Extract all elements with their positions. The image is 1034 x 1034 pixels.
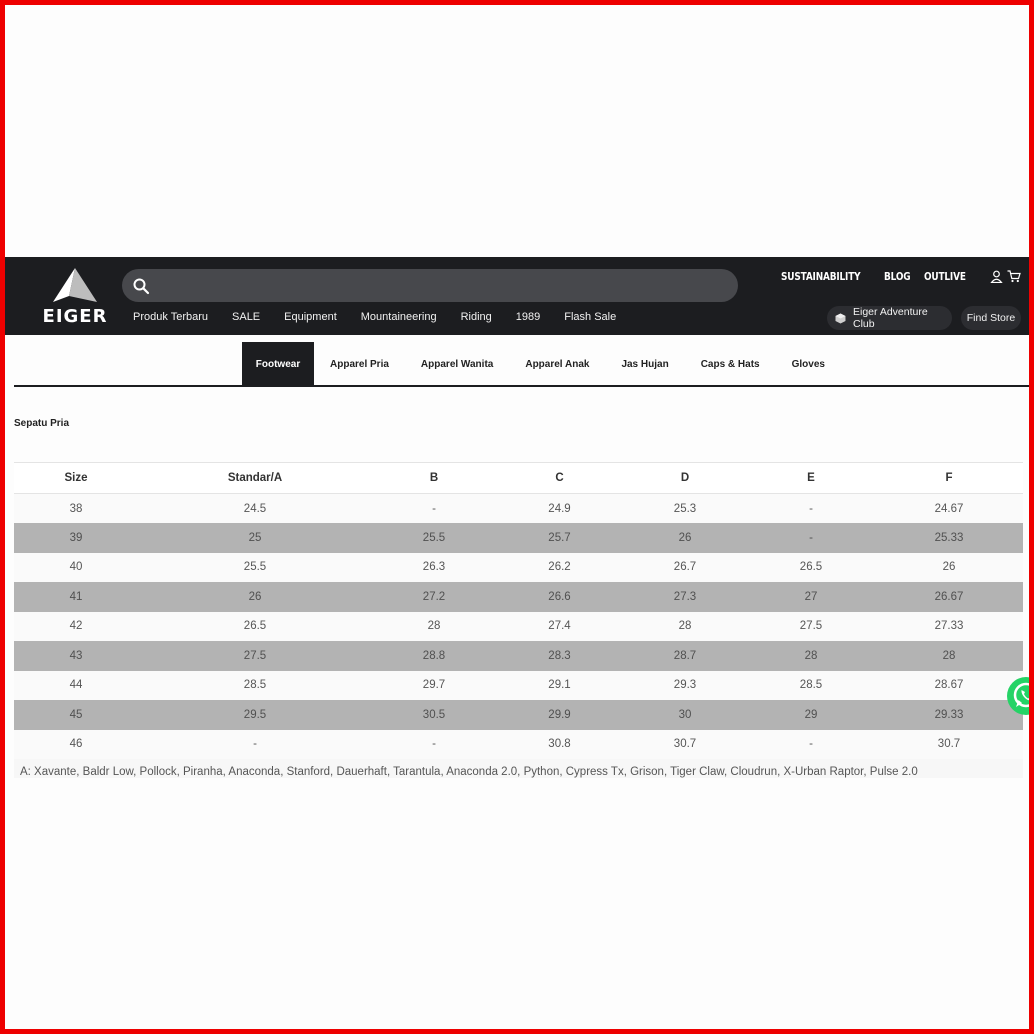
table-cell: 30.7 bbox=[875, 730, 1023, 760]
table-cell: 28 bbox=[623, 612, 747, 642]
tab-gloves[interactable]: Gloves bbox=[791, 358, 825, 370]
tab-apparel-pria[interactable]: Apparel Pria bbox=[330, 358, 389, 370]
adventure-club-button[interactable] bbox=[827, 306, 952, 330]
column-header: C bbox=[496, 463, 623, 494]
table-row bbox=[14, 700, 1023, 730]
tab-apparel-anak[interactable]: Apparel Anak bbox=[525, 358, 590, 370]
size-table bbox=[14, 462, 1023, 759]
search-icon[interactable] bbox=[132, 277, 150, 295]
table-header-row bbox=[14, 463, 1023, 494]
table-row bbox=[14, 553, 1023, 583]
table-cell: 26 bbox=[138, 582, 372, 612]
nav-item-produk-terbaru[interactable]: Produk Terbaru bbox=[133, 311, 209, 323]
table-cell: - bbox=[138, 730, 372, 760]
find-store-button[interactable] bbox=[961, 306, 1021, 330]
table-row bbox=[14, 730, 1023, 760]
table-cell: 27.5 bbox=[138, 641, 372, 671]
table-cell: 26 bbox=[875, 553, 1023, 583]
link-blog[interactable]: BLOG bbox=[883, 271, 911, 283]
mountain-logo-icon bbox=[29, 266, 121, 308]
table-cell: 26.3 bbox=[372, 553, 496, 583]
column-header: F bbox=[875, 463, 1023, 494]
table-cell: 44 bbox=[14, 671, 138, 701]
link-sustainability[interactable]: SUSTAINABILITY bbox=[781, 271, 861, 283]
table-cell: 28.3 bbox=[496, 641, 623, 671]
table-row bbox=[14, 523, 1023, 553]
main-nav bbox=[133, 311, 640, 323]
table-cell: 30 bbox=[623, 700, 747, 730]
whatsapp-icon[interactable] bbox=[1006, 676, 1034, 716]
eiger-logo[interactable] bbox=[29, 266, 121, 326]
table-cell: 25 bbox=[138, 523, 372, 553]
site-header bbox=[5, 257, 1029, 335]
table-cell: 29.9 bbox=[496, 700, 623, 730]
table-cell: 26.67 bbox=[875, 582, 1023, 612]
nav-item-1989[interactable]: 1989 bbox=[515, 311, 541, 323]
nav-item-sale[interactable]: SALE bbox=[232, 311, 261, 323]
find-store-label: Find Store bbox=[966, 312, 1016, 324]
table-cell: 28.5 bbox=[747, 671, 875, 701]
table-cell: 24.67 bbox=[875, 494, 1023, 524]
table-cell: 28.67 bbox=[875, 671, 1023, 701]
table-cell: 30.7 bbox=[623, 730, 747, 760]
table-cell: 29 bbox=[747, 700, 875, 730]
table-cell: 26.2 bbox=[496, 553, 623, 583]
table-row bbox=[14, 612, 1023, 642]
table-cell: 42 bbox=[14, 612, 138, 642]
user-icon[interactable] bbox=[990, 270, 1003, 283]
table-cell: 41 bbox=[14, 582, 138, 612]
table-cell: - bbox=[747, 494, 875, 524]
table-row bbox=[14, 671, 1023, 701]
table-row bbox=[14, 494, 1023, 524]
adventure-club-label: Eiger Adventure Club bbox=[852, 306, 928, 330]
table-cell: 38 bbox=[14, 494, 138, 524]
table-cell: 25.5 bbox=[138, 553, 372, 583]
table-cell: 27.5 bbox=[747, 612, 875, 642]
table-cell: - bbox=[747, 730, 875, 760]
link-outlive[interactable]: OUTLIVE bbox=[923, 271, 966, 283]
table-cell: 28 bbox=[875, 641, 1023, 671]
table-cell: 24.9 bbox=[496, 494, 623, 524]
table-cell: 24.5 bbox=[138, 494, 372, 524]
table-cell: 26.7 bbox=[623, 553, 747, 583]
table-cell: - bbox=[747, 523, 875, 553]
tabs-divider bbox=[14, 385, 1029, 387]
cube-icon bbox=[835, 313, 846, 324]
column-header: E bbox=[747, 463, 875, 494]
brand-wordmark: EIGER bbox=[42, 306, 108, 327]
table-cell: 45 bbox=[14, 700, 138, 730]
top-links bbox=[781, 271, 973, 283]
table-cell: 26.5 bbox=[747, 553, 875, 583]
table-cell: 28 bbox=[372, 612, 496, 642]
table-row bbox=[14, 641, 1023, 671]
table-cell: 25.33 bbox=[875, 523, 1023, 553]
table-cell: 28.8 bbox=[372, 641, 496, 671]
table-cell: 29.3 bbox=[623, 671, 747, 701]
table-cell: 43 bbox=[14, 641, 138, 671]
nav-item-mountaineering[interactable]: Mountaineering bbox=[360, 311, 437, 323]
table-cell: 27 bbox=[747, 582, 875, 612]
table-cell: 27.4 bbox=[496, 612, 623, 642]
table-cell: 28.7 bbox=[623, 641, 747, 671]
tab-jas-hujan[interactable]: Jas Hujan bbox=[621, 358, 669, 370]
table-cell: 27.3 bbox=[623, 582, 747, 612]
table-cell: 30.8 bbox=[496, 730, 623, 760]
table-cell: 26.5 bbox=[138, 612, 372, 642]
table-cell: 26.6 bbox=[496, 582, 623, 612]
category-tabs bbox=[242, 342, 841, 386]
cart-icon[interactable] bbox=[1007, 270, 1021, 283]
size-table-wrapper bbox=[14, 462, 1023, 759]
table-cell: - bbox=[372, 494, 496, 524]
nav-item-riding[interactable]: Riding bbox=[460, 311, 492, 323]
column-header: D bbox=[623, 463, 747, 494]
model-note: A: Xavante, Baldr Low, Pollock, Piranha, Anaconda, Stanford, Dauerhaft, Tarantula, Anaconda 2.0, Python, Cypress Tx, Grison, Tiger Claw, Cloudrun, X-Urban Raptor, Pulse 2.0 bbox=[14, 759, 1023, 778]
table-cell: 25.3 bbox=[623, 494, 747, 524]
table-cell: 30.5 bbox=[372, 700, 496, 730]
table-cell: 25.5 bbox=[372, 523, 496, 553]
section-title: Sepatu Pria bbox=[14, 418, 70, 429]
table-cell: 29.1 bbox=[496, 671, 623, 701]
tab-footwear[interactable]: Footwear bbox=[242, 342, 314, 386]
column-header: Standar/A bbox=[138, 463, 372, 494]
column-header: B bbox=[372, 463, 496, 494]
table-cell: 26 bbox=[623, 523, 747, 553]
table-cell: 25.7 bbox=[496, 523, 623, 553]
table-cell: 29.7 bbox=[372, 671, 496, 701]
search-input[interactable] bbox=[158, 275, 718, 296]
table-cell: 29.33 bbox=[875, 700, 1023, 730]
table-row bbox=[14, 582, 1023, 612]
table-cell: 27.33 bbox=[875, 612, 1023, 642]
table-cell: 28.5 bbox=[138, 671, 372, 701]
table-cell: 40 bbox=[14, 553, 138, 583]
table-cell: 46 bbox=[14, 730, 138, 760]
table-cell: 28 bbox=[747, 641, 875, 671]
tab-apparel-wanita[interactable]: Apparel Wanita bbox=[420, 358, 494, 370]
column-header: Size bbox=[14, 463, 138, 494]
nav-item-equipment[interactable]: Equipment bbox=[284, 311, 337, 323]
table-cell: 27.2 bbox=[372, 582, 496, 612]
search-bar[interactable] bbox=[122, 269, 738, 302]
nav-item-flash-sale[interactable]: Flash Sale bbox=[564, 311, 617, 323]
table-cell: 39 bbox=[14, 523, 138, 553]
size-table-body bbox=[14, 494, 1023, 760]
table-cell: 29.5 bbox=[138, 700, 372, 730]
tab-caps-hats[interactable]: Caps & Hats bbox=[700, 358, 760, 370]
table-cell: - bbox=[372, 730, 496, 760]
